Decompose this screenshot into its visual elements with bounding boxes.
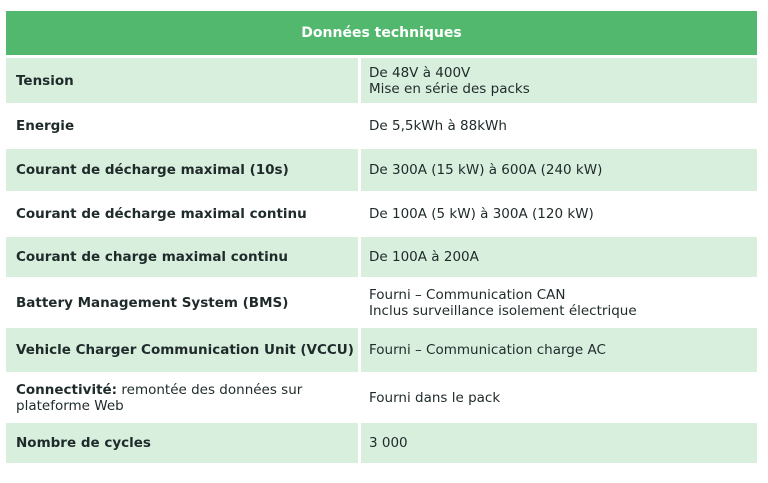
row-label	[6, 375, 358, 420]
row-label-text: Battery Management System (BMS)	[16, 294, 289, 311]
row-value-line: De 100A (5 kW) à 300A (120 kW)	[369, 206, 594, 222]
table-row	[6, 237, 757, 277]
row-value-line: Fourni – Communication CAN	[369, 286, 566, 303]
row-label-text: Courant de charge maximal continu	[16, 249, 288, 265]
table-row	[6, 375, 757, 420]
row-value-line: De 5,5kWh à 88kWh	[369, 118, 507, 134]
row-label	[6, 237, 358, 277]
row-value-line: Fourni – Communication charge AC	[369, 342, 606, 358]
row-label-text	[16, 382, 358, 414]
row-label-text: Energie	[16, 118, 75, 134]
row-value-line: Inclus surveillance isolement électrique	[369, 302, 637, 319]
row-label	[6, 328, 358, 372]
row-value	[358, 280, 757, 325]
row-label	[6, 280, 358, 325]
table-row	[6, 58, 757, 103]
table-row	[6, 149, 757, 191]
row-label-text: Courant de décharge maximal (10s)	[16, 162, 289, 178]
row-value	[358, 328, 757, 372]
row-value-line: De 100A à 200A	[369, 249, 479, 265]
row-value-line: 3 000	[369, 435, 408, 451]
row-value	[358, 423, 757, 463]
row-value	[358, 106, 757, 146]
table-header	[6, 11, 757, 55]
row-label-text: Courant de décharge maximal continu	[16, 206, 307, 222]
table-row	[6, 328, 757, 372]
table-row	[6, 423, 757, 463]
row-label	[6, 149, 358, 191]
row-value	[358, 194, 757, 234]
row-label	[6, 423, 358, 463]
row-value	[358, 375, 757, 420]
row-label-bold: Connectivité:	[16, 381, 118, 398]
row-label-text: Nombre de cycles	[16, 435, 151, 451]
table-row	[6, 106, 757, 146]
row-value-line: De 48V à 400V	[369, 64, 471, 81]
table-title: Données techniques	[301, 25, 462, 41]
row-value	[358, 58, 757, 103]
row-label-light: remontée des données sur plateforme Web	[16, 381, 303, 414]
row-value-line: Mise en série des packs	[369, 80, 530, 97]
row-value-line: Fourni dans le pack	[369, 389, 501, 406]
row-label	[6, 194, 358, 234]
row-value-line: De 300A (15 kW) à 600A (240 kW)	[369, 162, 603, 178]
row-label-text: Tension	[16, 72, 74, 89]
technical-data-table	[6, 11, 757, 463]
row-label	[6, 106, 358, 146]
row-label	[6, 58, 358, 103]
row-value	[358, 237, 757, 277]
row-value	[358, 149, 757, 191]
row-label-text: Vehicle Charger Communication Unit (VCCU)	[16, 342, 354, 358]
table-row	[6, 280, 757, 325]
table-row	[6, 194, 757, 234]
